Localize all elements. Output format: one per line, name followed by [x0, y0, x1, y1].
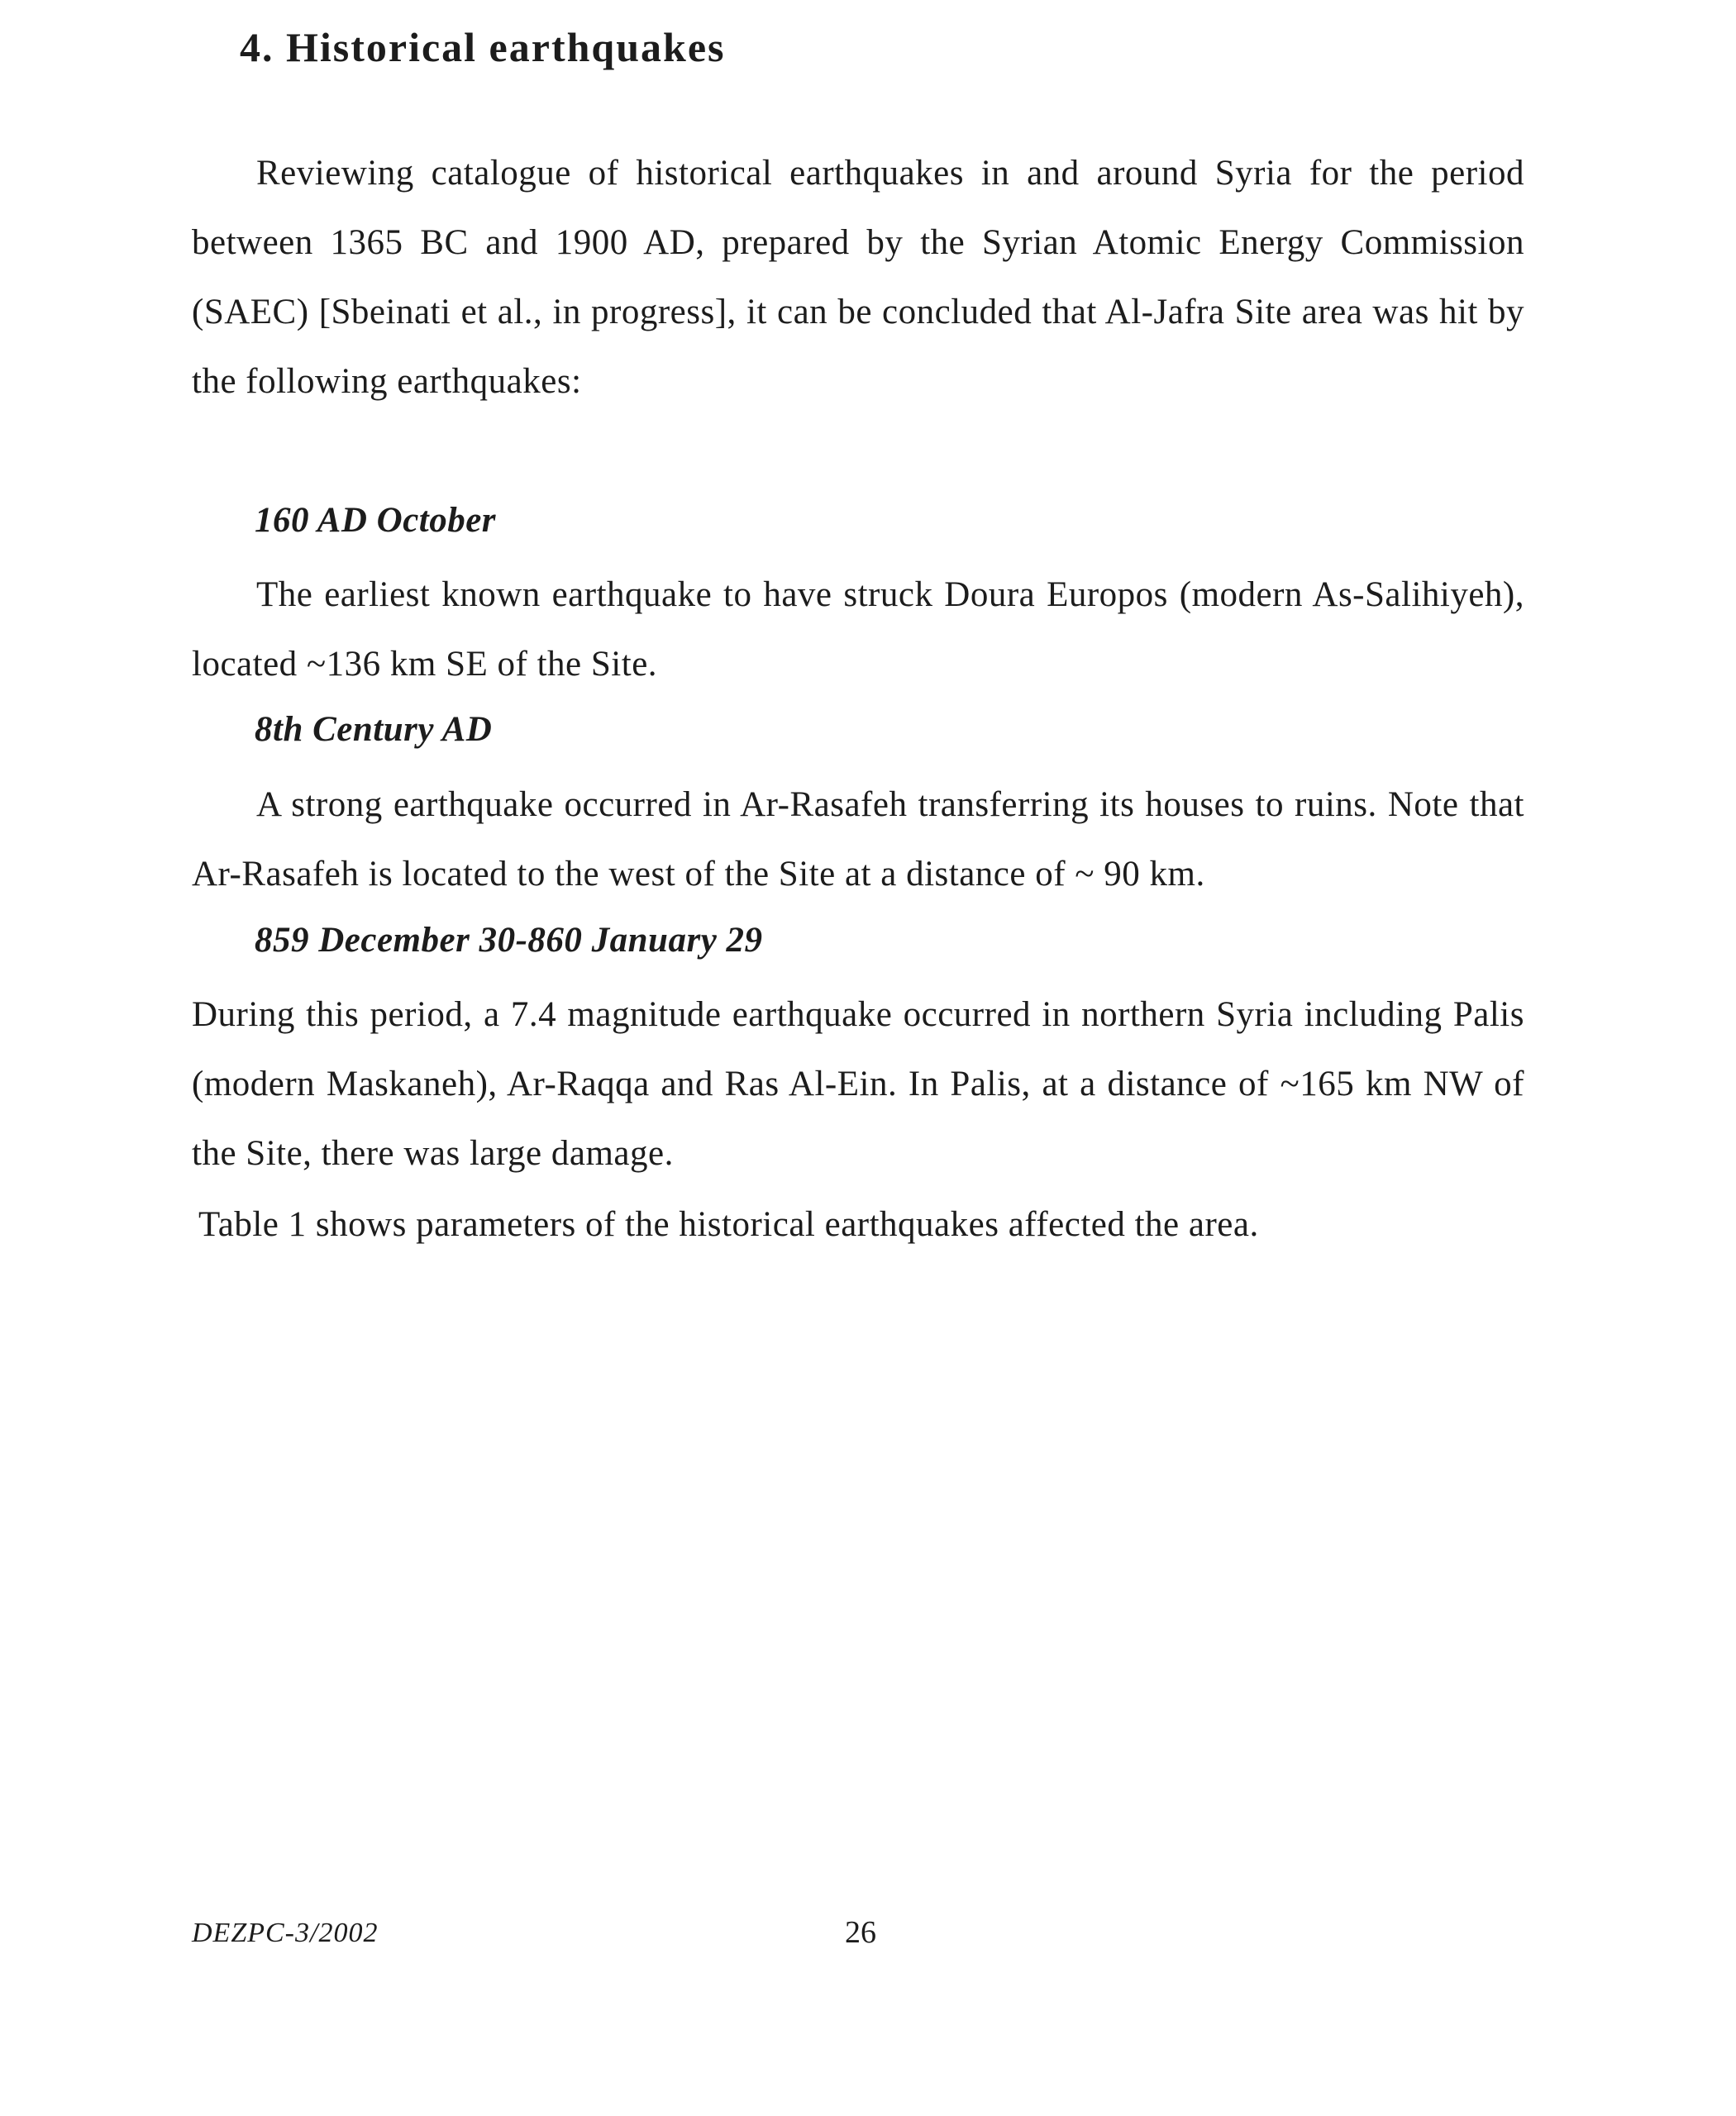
document-code: DEZPC-3/2002 [192, 1918, 379, 1948]
intro-paragraph: Reviewing catalogue of historical earthquakes in and around Syria for the period between 1365 BC and 1900 AD, prepared by the Syrian Atomic Energy Commission (SAEC) [Sbeinati et al., in progress], it can be concluded that Al-Jafra Site area was hit by the following earthquakes: [192, 154, 1524, 401]
event-text-3: During this period, a 7.4 magnitude earthquake occurred in northern Syria including Palis (modern Maskaneh), Ar-Raqqa and Ras Al-Ein. In Palis, at a distance of ~165 km NW of the Site, there was large damage. [192, 995, 1524, 1173]
event-text-2: A strong earthquake occurred in Ar-Rasafeh transferring its houses to ruins. Note that Ar-Rasafeh is located to the west of the Site at a distance of ~ 90 km. [192, 785, 1524, 894]
page-number: 26 [845, 1915, 876, 1950]
event-date-1: 160 AD October [255, 501, 497, 540]
section-heading: 4. Historical earthquakes [240, 24, 726, 70]
event-date-3: 859 December 30-860 January 29 [255, 921, 763, 960]
event-text-1: The earliest known earthquake to have struck Doura Europos (modern As-Salihiyeh), located ~136 km SE of the Site. [192, 575, 1524, 684]
closing-paragraph: Table 1 shows parameters of the historical earthquakes affected the area. [198, 1205, 1259, 1244]
event-date-2: 8th Century AD [255, 710, 493, 749]
